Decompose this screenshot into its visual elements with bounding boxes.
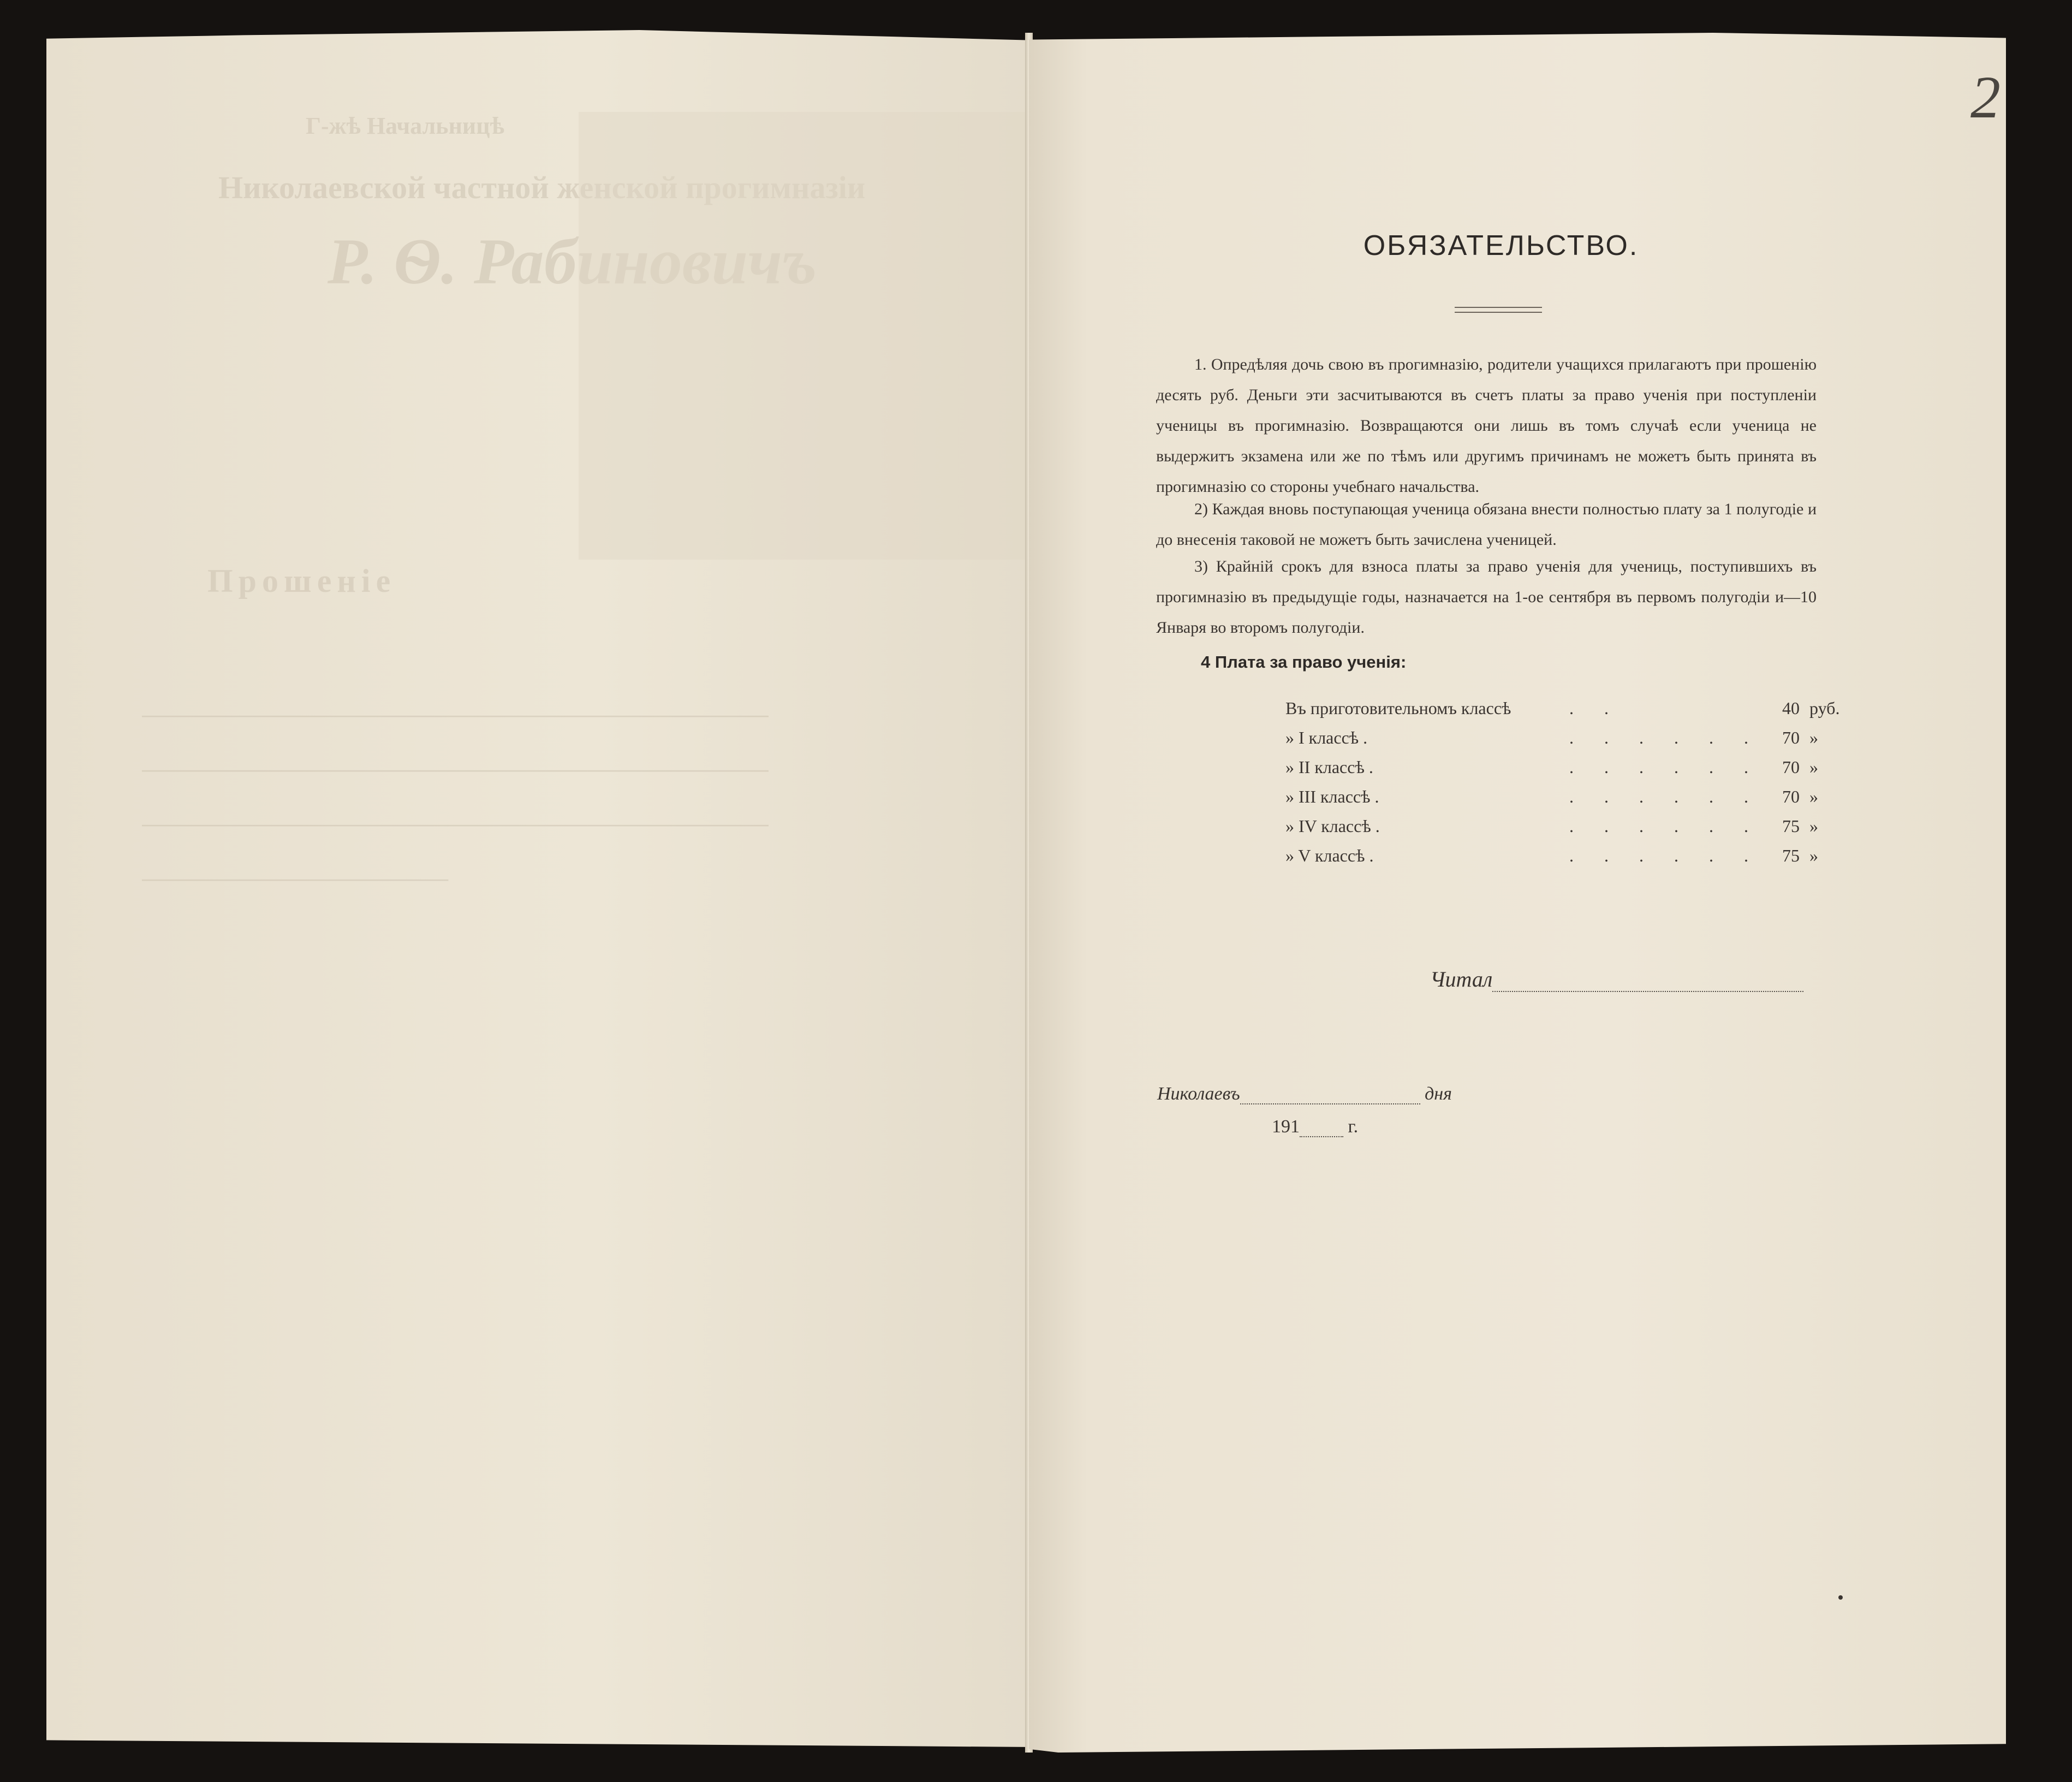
paragraph-2 [1156,494,1817,555]
fee-unit: » [1809,816,1818,836]
paragraph-2-text: 2) Каждая вновь поступающая ученица обязана внести полностью плату за 1 полугодіе и до внесенія таковой не можетъ быть зачислена ученицей. [1156,500,1817,549]
fee-row [1285,811,1859,841]
place-date-line [1157,1084,1452,1104]
fee-table [1285,693,1859,870]
bleed-through-header: Р. Ѳ. Рабиновичъ [328,225,817,298]
fee-class: Въ приготовительномъ классѣ [1285,698,1511,718]
bleed-through-heading: Прошеніе [207,563,396,599]
year-field[interactable] [1300,1120,1343,1137]
fee-row [1285,841,1859,870]
paragraph-1 [1156,349,1817,502]
fee-dots: . . . . . . [1569,757,1761,777]
fee-row [1285,723,1859,752]
fee-unit: » [1809,727,1818,747]
read-signature-line [1430,966,1803,992]
right-page [1029,33,2006,1753]
fee-unit: » [1809,845,1818,865]
fee-row [1285,782,1859,811]
read-label: Читал [1430,967,1493,991]
ink-dot [1838,1595,1843,1600]
fee-class: » II классѣ . [1285,757,1373,777]
fee-dots: . . . . . . [1569,816,1761,836]
fee-unit: » [1809,786,1818,806]
fee-class: » V классѣ . [1285,845,1374,865]
paragraph-3-text: 3) Крайній срокъ для взноса платы за право ученія для учениць, поступившихъ въ прогимназію въ предыдущіе годы, назначается на 1-ое сентября въ первомъ полугодіи и—10 Января во второмъ полугодіи. [1156,557,1817,637]
fee-amount: 70 [1782,757,1800,777]
bleed-through-line: ───────────────────────────────────────────── [142,759,769,781]
year-line [1272,1116,1358,1137]
year-prefix: 191 [1272,1116,1300,1137]
fee-row [1285,752,1859,782]
fee-amount: 40 [1782,698,1800,718]
paragraph-3 [1156,551,1817,643]
fee-amount: 70 [1782,727,1800,747]
document-title: ОБЯЗАТЕЛЬСТВО. [1363,230,1639,262]
folio-number: 2 [1970,64,2000,130]
fee-unit: руб. [1809,698,1840,718]
title-rule [1455,307,1542,313]
bleed-through-header: Николаевской частной женской прогимназіи [218,170,866,205]
bleed-through-line: ───────────────────────────────────────────── [142,814,769,836]
fee-amount: 75 [1782,845,1800,865]
fee-amount: 75 [1782,816,1800,836]
place-label: Николаевъ [1157,1084,1240,1104]
fee-dots: . . . . . . [1569,845,1761,865]
bleed-through-line: ───────────────────────────────────────────── [142,705,769,727]
fee-class: » III классѣ . [1285,786,1379,806]
fee-dots: . . . . . . [1569,786,1761,806]
fee-class: » I классѣ . [1285,727,1368,747]
bleed-through-header: Г-жѣ Начальницѣ [306,112,505,139]
fee-row [1285,693,1859,723]
fee-dots: . . [1569,698,1622,718]
bleed-through-line: ────────────────────── [142,869,449,890]
bleed-through-stamp-area [579,112,1026,560]
fee-class: » IV классѣ . [1285,816,1380,836]
day-field[interactable] [1240,1087,1420,1104]
year-suffix: г. [1348,1116,1359,1137]
fee-dots: . . . . . . [1569,727,1761,747]
fee-heading: 4 Плата за право ученія: [1201,652,1407,672]
day-label: дня [1425,1084,1452,1104]
read-signature-field[interactable] [1492,975,1803,992]
paragraph-1-text: 1. Опредѣляя дочь свою въ прогимназію, родители учащихся прилагаютъ при прошенію десять руб. Деньги эти засчитываются въ счетъ платы за право ученія при поступленіи ученицы въ прогимназію. Возвращаются они лишь въ томъ случаѣ если ученица не выдержитъ экзамена или же по тѣмъ или другимъ причинамъ не можетъ быть принята въ прогимназію со стороны учебнаго начальства. [1156,355,1817,496]
fee-unit: » [1809,757,1818,777]
fee-amount: 70 [1782,786,1800,806]
